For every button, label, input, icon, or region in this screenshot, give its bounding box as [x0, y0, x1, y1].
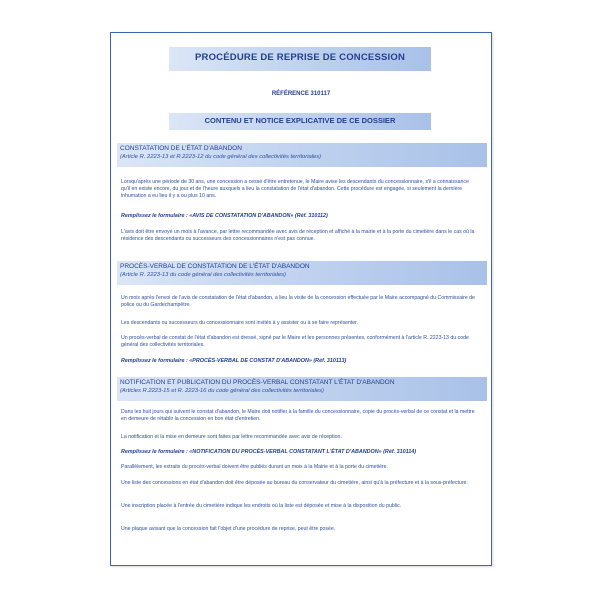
document-reference: RÉFÉRENCE 310117	[271, 91, 331, 97]
form-instruction: Remplissez le formulaire : «PROCÈS-VERBAL DE CONSTAT D'ABANDON» (Réf. 310113)	[121, 358, 347, 364]
section-subtitle: (Articles R.2223-15 et R. 2223-16 du code général des collectivités territoriales)	[120, 388, 324, 394]
section-title: PROCÈS-VERBAL DE CONSTATATION DE L'ÉTAT D'ABANDON	[120, 263, 310, 270]
paragraph: L'avis doit être envoyé un mois à l'avance, par lettre recommandée avec avis de réception et affiché à la mairie et à la porte du cimetière dans le cas où la résidence des descendants ou successeurs des concessionnaires n'est pas connue.	[121, 229, 475, 242]
section-header-notification	[117, 377, 487, 401]
paragraph: Une inscription placée à l'entrée du cimetière indique les endroits où la liste est déposée et mise à la disposition du public.	[121, 503, 402, 509]
document-subtitle-band	[169, 113, 431, 130]
paragraph: Une plaque avisant que la concession fait l'objet d'une procédure de reprise, peut être posée.	[121, 526, 336, 532]
paragraph: Lorsqu'après une période de 30 ans, une concession a cessé d'être entretenue, le Maire avise les descendants du concessionnaire, s'il a connaissance qu'il en existe encore, du jour et de l'heure auxquels a lieu la constatation de l'état d'abandon. Cette procédure est engagée, si seulement la dernière inhumation a eu lieu il y a ou plus 10 ans.	[121, 179, 469, 199]
document-title: PROCÉDURE DE REPRISE DE CONCESSION	[194, 52, 406, 63]
paragraph: Les descendants ou successeurs du concessionnaire sont invités à y assister ou à se faire représenter.	[121, 320, 359, 326]
section-header-proces-verbal	[117, 261, 487, 285]
document-title-band	[169, 47, 431, 71]
section-subtitle: (Article R. 2223-13 et R.2223-12 du code général des collectivités territoriales)	[120, 154, 322, 160]
form-instruction: Remplissez le formulaire : «NOTIFICATION DU PROCÈS-VERBAL CONSTATANT L'ÉTAT D'ABANDON» (Réf. 310114)	[121, 449, 416, 455]
paragraph: Une liste des concessions en état d'abandon doit être déposée au bureau du conservateur du cimetière, ainsi qu'à la préfecture et à la sous-préfecture.	[121, 480, 468, 486]
paragraph: Parallèlement, les extraits du procès-verbal doivent être publiés durant un mois à la Mairie et à la porte du cimetière.	[121, 464, 389, 470]
section-header-constatation	[117, 143, 487, 167]
paragraph: Dans les huit jours qui suivent le constat d'abandon, le Maire doit notifier à la famille du concessionnaire, copie du procès-verbal de ce constat et la mettre en demeure de rétablir la concession en bon état d'entretien.	[121, 409, 475, 422]
document-subtitle: CONTENU ET NOTICE EXPLICATIVE DE CE DOSSIER	[204, 116, 396, 125]
section-subtitle: (Article R. 2223-13 du code général des collectivités territoriales)	[120, 272, 286, 278]
section-title: NOTIFICATION ET PUBLICATION DU PROCÈS-VERBAL CONSTATANT L'ÉTAT D'ABANDON	[120, 379, 395, 386]
form-instruction: Remplissez le formulaire : «AVIS DE CONSTATATION D'ABANDON» (Réf. 310112)	[121, 213, 328, 219]
section-title: CONSTATATION DE L'ÉTAT D'ABANDON	[120, 145, 242, 152]
paragraph: Un mois après l'envoi de l'avis de constatation de l'état d'abandon, a lieu la visite de la concession effectuée par le Maire accompagné du Commissaire de police ou du Gardechampêtre.	[121, 295, 475, 308]
document-page	[110, 32, 492, 566]
paragraph: La notification et la mise en demeure sont faites par lettre recommandée avec avis de réception.	[121, 434, 342, 440]
paragraph: Un procès-verbal de constat de l'état d'abandon est dressé, signé par le Maire et les personnes présentes, conformément à l'article R. 2223-13 du code général des collectivités territoriales.	[121, 335, 469, 348]
